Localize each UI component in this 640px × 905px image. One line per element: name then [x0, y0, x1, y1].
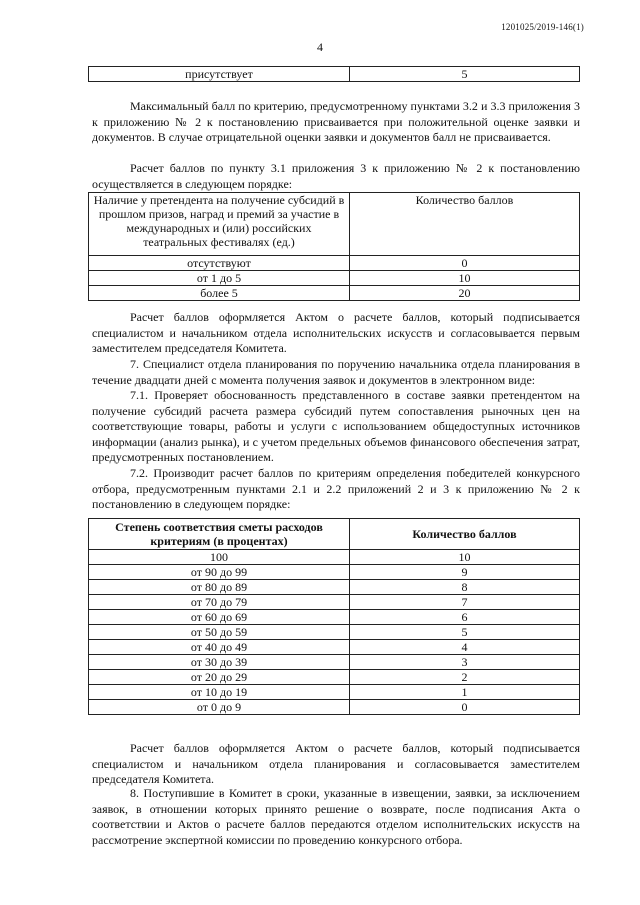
- table-row: [89, 256, 580, 271]
- table-row: [89, 640, 580, 655]
- table-cell: от 70 до 79: [89, 595, 350, 610]
- paragraph-text: 7. Специалист отдела планирования по поручению начальника отдела планирования в течение двадцати дней с момента получения заявок и документов в электронном виде:: [92, 357, 580, 387]
- paragraph-text: 7.1. Проверяет обоснованность представленного в составе заявки претендентом на получение субсидий расчета размера субсидий путем сопоставления рыночных цен на соответствующие товары, работы и услуги с использованием общедоступных источников информации (анализ рынка), и с учетом предельных объемов финансового обеспечения затрат, предусмотренных постановлением.: [92, 388, 580, 464]
- paragraph-max-score: [92, 99, 580, 146]
- table-cell: от 1 до 5: [89, 271, 350, 286]
- table-cell: 8: [350, 580, 580, 595]
- table-cell: 10: [350, 550, 580, 565]
- table-cell: 9: [350, 565, 580, 580]
- paragraph-text: 8. Поступившие в Комитет в сроки, указанные в извещении, заявки, за исключением заявок, в отношении которых принято решение о возврате, после подписания Акта о соответствии и Актов о расчете баллов передаются отделом исполнительских искусств на рассмотрение экспертной комиссии по проведению конкурсного отбора.: [92, 786, 580, 847]
- table-cell: 4: [350, 640, 580, 655]
- table-row: [89, 286, 580, 301]
- table-row: [89, 685, 580, 700]
- table-header-cell: Количество баллов: [350, 193, 580, 256]
- paragraph-item-8: [92, 786, 580, 848]
- table-cell: 20: [350, 286, 580, 301]
- table-cell: от 10 до 19: [89, 685, 350, 700]
- paragraph-act-2: [92, 741, 580, 788]
- table-row: [89, 670, 580, 685]
- table-estimate: [88, 518, 580, 715]
- table-cell: более 5: [89, 286, 350, 301]
- table-cell: 2: [350, 670, 580, 685]
- table-cell: от 80 до 89: [89, 580, 350, 595]
- table-row: [89, 550, 580, 565]
- table-row: [89, 700, 580, 715]
- table-cell: 7: [350, 595, 580, 610]
- table-cell: от 40 до 49: [89, 640, 350, 655]
- paragraph-text: Расчет баллов оформляется Актом о расчете баллов, который подписывается специалистом и начальником отдела планирования и согласовывается заместителем председателя Комитета.: [92, 741, 580, 786]
- table-cell: от 30 до 39: [89, 655, 350, 670]
- table-row: [89, 565, 580, 580]
- table-cell: 0: [350, 700, 580, 715]
- paragraph-item-7-1: [92, 388, 580, 466]
- table-cell: 0: [350, 256, 580, 271]
- table-row: [89, 271, 580, 286]
- table-row: [89, 610, 580, 625]
- table-cell: отсутствуют: [89, 256, 350, 271]
- paragraph-awards-calc: [92, 161, 580, 192]
- paragraph-text: Расчет баллов оформляется Актом о расчете баллов, который подписывается специалистом и начальником отдела исполнительских искусств и согласовывается первым заместителем председателя Комитета.: [92, 310, 580, 355]
- table-cell: от 50 до 59: [89, 625, 350, 640]
- table-cell: от 20 до 29: [89, 670, 350, 685]
- table-cell: от 90 до 99: [89, 565, 350, 580]
- table-row: [89, 625, 580, 640]
- table-row: [89, 655, 580, 670]
- table-header-row: [89, 193, 580, 256]
- paragraph-item-7: [92, 357, 580, 388]
- table-cell: 5: [350, 625, 580, 640]
- table-header-row: [89, 519, 580, 550]
- table-cell: присутствует: [89, 67, 350, 82]
- table-cell: от 60 до 69: [89, 610, 350, 625]
- table-cell: 6: [350, 610, 580, 625]
- table-header-cell: Количество баллов: [350, 519, 580, 550]
- paragraph-text: Расчет баллов по пункту 3.1 приложения 3 к приложению № 2 к постановлению осуществляется в следующем порядке:: [92, 161, 580, 191]
- table-top-continuation: [88, 66, 580, 82]
- table-cell: 5: [350, 67, 580, 82]
- table-cell: от 0 до 9: [89, 700, 350, 715]
- table-cell: 10: [350, 271, 580, 286]
- paragraph-act-1: [92, 310, 580, 357]
- table-row: [89, 67, 580, 82]
- table-cell: 1: [350, 685, 580, 700]
- paragraph-text: 7.2. Производит расчет баллов по критериям определения победителей конкурсного отбора, предусмотренным пунктами 2.1 и 2.2 приложений 2 и 3 к приложению № 2 к постановлению в следующем порядке:: [92, 466, 580, 511]
- page-number: 4: [317, 40, 323, 54]
- table-awards: [88, 192, 580, 301]
- table-row: [89, 595, 580, 610]
- table-cell: 3: [350, 655, 580, 670]
- table-header-cell: Наличие у претендента на получение субсидий в прошлом призов, наград и премий за участие в международных и (или) российских театральных фестивалях (ед.): [89, 193, 350, 256]
- table-body: [89, 550, 580, 715]
- document-id: 1201025/2019-146(1): [501, 22, 584, 32]
- paragraph-text: Максимальный балл по критерию, предусмотренному пунктами 3.2 и 3.3 приложения 3 к приложению № 2 к постановлению присваивается при положительной оценке заявки и документов. В случае отрицательной оценки заявки и документов балл не присваивается.: [92, 99, 580, 144]
- paragraph-item-7-2: [92, 466, 580, 513]
- table-header-cell: Степень соответствия сметы расходов критериям (в процентах): [89, 519, 350, 550]
- table-row: [89, 580, 580, 595]
- table-cell: 100: [89, 550, 350, 565]
